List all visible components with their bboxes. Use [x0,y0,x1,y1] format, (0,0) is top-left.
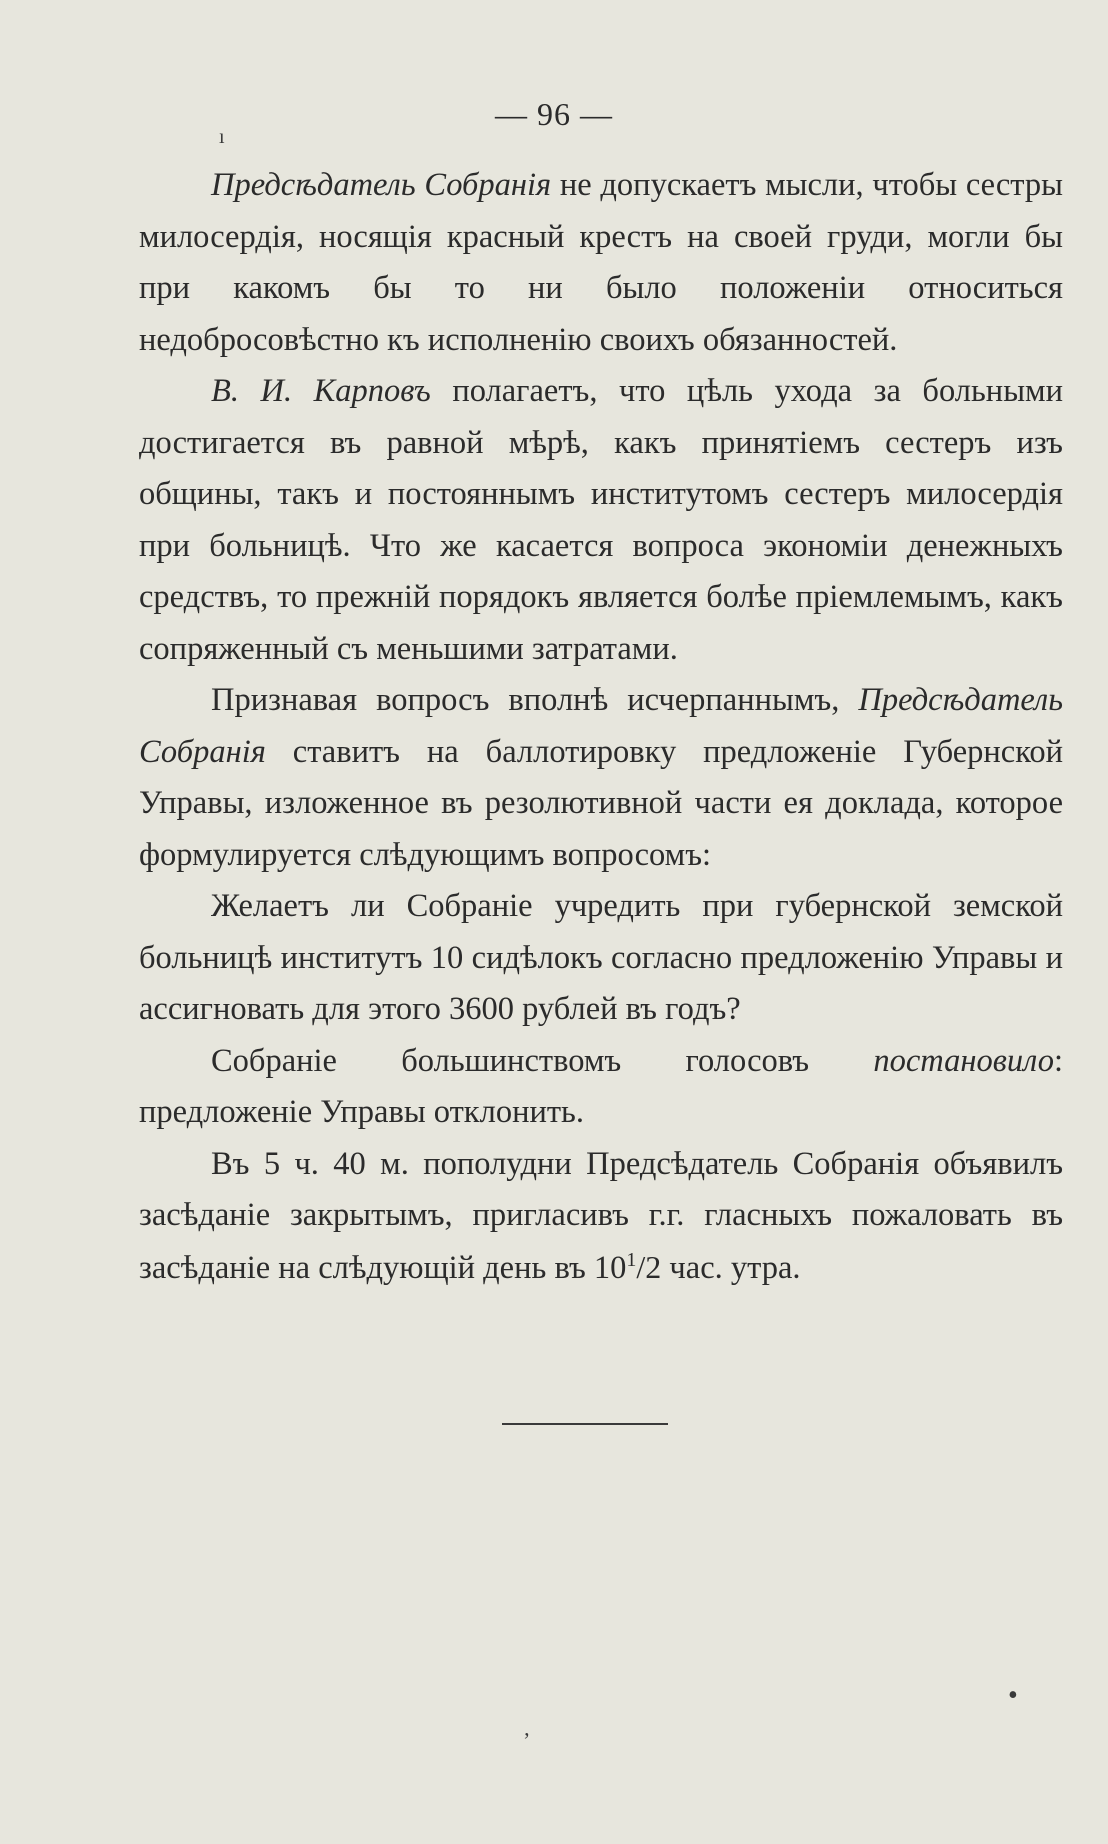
paragraph-text: Собраніе большинствомъ голосовъ [211,1042,874,1079]
speaker-name: Предсѣдатель Собранія [211,167,552,203]
paragraph-text: : предложеніе Управы отклонить. [139,1042,1063,1130]
paragraph-text: ставитъ на баллотировку предложеніе Губернской Управы, изложенное въ резолютивной части ея доклада, которое формулируется слѣдующимъ вопросомъ: [139,733,1063,873]
section-divider [502,1423,668,1425]
paragraph-text: не допускаетъ мысли, чтобы сестры милосердія, носящія красный крестъ на своей груди, могли бы при какомъ бы то ни было положеніи относиться недобросовѣстно къ исполненію своихъ обязанностей. [139,167,1063,358]
paragraph-ballot [139,675,1063,881]
ink-speck: ʼ [523,1728,531,1753]
page-number: — 96 — [495,96,613,132]
body-text [139,160,1063,1294]
paragraph-closing [139,1139,1063,1295]
paragraph-text: полагаетъ, что цѣль ухода за больными достигается въ равной мѣрѣ, какъ принятіемъ сестеръ изъ общины, такъ и постояннымъ институтомъ сестеръ милосердія при больницѣ. Что же касается вопроса экономіи денежныхъ средствъ, то прежній порядокъ является болѣе пріемлемымъ, какъ сопряженный съ меньшими затратами. [139,373,1063,667]
paragraph-text: Признавая вопросъ вполнѣ исчерпаннымъ, [211,682,859,718]
ink-speck: ı [219,126,225,148]
paragraph-text: Въ 5 ч. 40 м. пополудни Предсѣдатель Собранія объявилъ засѣданіе закрытымъ, пригласивъ г.г. гласныхъ пожаловать въ засѣданіе на слѣдующій день въ 10 [139,1145,1063,1286]
ink-speck: • [1008,1680,1018,1711]
speaker-name: В. И. Карповъ [211,373,431,409]
fraction-denominator: /2 [636,1248,662,1285]
paragraph-question [139,881,1063,1036]
paragraph-text: час. утра. [661,1249,801,1286]
paragraph-resolution [139,1036,1063,1139]
resolution-word: постановило [873,1042,1054,1079]
fraction-numerator: 1 [626,1248,637,1271]
paragraph-text: Желаетъ ли Собраніе учредить при губернской земской больницѣ институтъ 10 сидѣлокъ согласно предложенію Управы и ассигновать для этого 3600 рублей въ годъ? [139,888,1063,1027]
speaker-name: Предсѣдатель Собранія [139,682,1063,770]
paragraph-karpov-remark [139,366,1063,675]
paragraph-chairman-remark [139,160,1063,366]
